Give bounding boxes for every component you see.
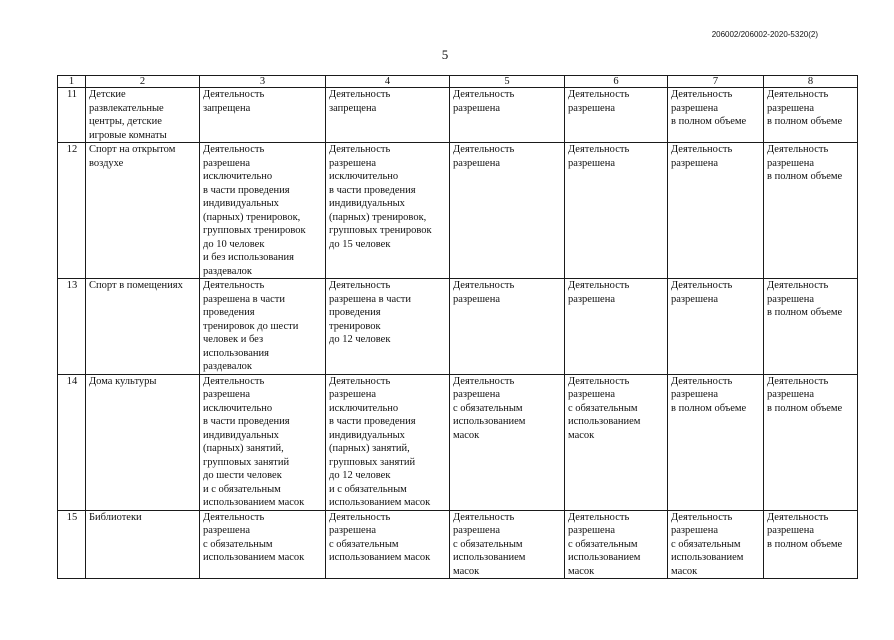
row-number: 13 (58, 279, 86, 375)
cell-text-line: и без использования (203, 252, 294, 263)
cell-text-line: Деятельность (671, 511, 733, 523)
cell-text-line: индивидуальных (203, 429, 279, 441)
cell-text-line: Деятельность (453, 144, 515, 155)
cell-text-line: Деятельность (329, 89, 391, 100)
cell-text-line: Деятельность (203, 144, 265, 155)
cell-text-line: Деятельность (203, 511, 265, 523)
cell-text-line: использования (203, 347, 269, 359)
cell-text-line: групповых тренировок (203, 225, 306, 236)
status-cell (326, 88, 450, 143)
status-cell (668, 88, 764, 143)
cell-text-line: Деятельность (568, 280, 630, 291)
cell-text-line: тренировок до шести (203, 320, 299, 332)
cell-text-line: разрешена (568, 525, 615, 536)
cell-text-line: до 10 человек (203, 238, 265, 250)
cell-text-line: Деятельность (203, 89, 265, 100)
cell-text-line: масок (671, 565, 698, 577)
cell-text-line: игровые комнаты (89, 129, 167, 141)
cell-text-line: групповых занятий (203, 456, 290, 468)
activity-name-cell (86, 510, 200, 579)
cell-text-line: использованием масок (329, 552, 431, 563)
cell-text-line: в полном объеме (767, 307, 843, 318)
cell-text-line: исключительно (329, 171, 399, 182)
cell-text-line: разрешена (671, 102, 718, 114)
cell-text-line: использованием (453, 416, 526, 427)
cell-text-line: Деятельность (767, 144, 829, 155)
cell-text-line: разрешена (568, 102, 615, 114)
column-header: 4 (326, 76, 450, 88)
cell-text-line: Деятельность (568, 144, 630, 155)
cell-text-line: разрешена (329, 525, 376, 536)
activity-name-cell (86, 279, 200, 375)
cell-text-line: исключительно (329, 402, 399, 414)
cell-text-line: до 15 человек (329, 238, 391, 250)
cell-text-line: разрешена (453, 157, 500, 169)
table-row (58, 143, 858, 279)
cell-text-line: Деятельность (203, 375, 265, 387)
cell-text-line: разрешена (767, 157, 814, 169)
activity-name-cell (86, 88, 200, 143)
cell-text-line: разрешена (568, 157, 615, 169)
cell-text-line: разрешена (671, 293, 718, 305)
activity-name-cell (86, 143, 200, 279)
cell-text-line: в полном объеме (767, 402, 843, 414)
cell-text-line: Деятельность (329, 144, 391, 155)
cell-text-line: воздухе (89, 157, 124, 169)
cell-text-line: человек и без (203, 334, 264, 345)
row-number: 11 (58, 88, 86, 143)
document-id: 206002/206002-2020-5320(2) (711, 30, 818, 39)
status-cell (450, 279, 565, 375)
cell-text-line: раздевалок (203, 265, 253, 277)
cell-text-line: разрешена (671, 389, 718, 400)
status-cell (565, 510, 668, 579)
status-cell (200, 88, 326, 143)
column-header: 8 (764, 76, 858, 88)
page-number: 5 (441, 47, 449, 62)
cell-text-line: разрешена (767, 389, 814, 400)
cell-text-line: до шести человек (203, 470, 282, 481)
cell-text-line: в полном объеме (671, 402, 747, 414)
cell-text-line: с обязательным (453, 538, 523, 550)
cell-text-line: Деятельность (767, 511, 829, 523)
status-cell (764, 374, 858, 510)
cell-text-line: (парных) занятий, (329, 443, 410, 454)
cell-text-line: масок (568, 565, 595, 577)
cell-text-line: Деятельность (671, 144, 733, 155)
cell-text-line: индивидуальных (329, 198, 405, 209)
cell-text-line: Деятельность (671, 375, 733, 387)
status-cell (450, 510, 565, 579)
cell-text-line: использованием масок (203, 552, 305, 563)
cell-text-line: Деятельность (453, 89, 515, 100)
cell-text-line: Деятельность (568, 375, 630, 387)
column-header: 7 (668, 76, 764, 88)
cell-text-line: центры, детские (89, 116, 162, 127)
status-cell (764, 510, 858, 579)
cell-text-line: Деятельность (329, 375, 391, 387)
cell-text-line: в части проведения (329, 416, 416, 427)
cell-text-line: групповых занятий (329, 456, 416, 468)
cell-text-line: в полном объеме (767, 116, 843, 127)
cell-text-line: Спорт на открытом (89, 144, 176, 155)
cell-text-line: разрешена (453, 389, 500, 400)
cell-text-line: разрешена (203, 157, 250, 169)
table-row (58, 374, 858, 510)
cell-text-line: запрещена (329, 102, 377, 114)
cell-text-line: Деятельность (453, 511, 515, 523)
header-row (58, 76, 858, 88)
status-cell (764, 88, 858, 143)
cell-text-line: Деятельность (767, 280, 829, 291)
cell-text-line: Библиотеки (89, 511, 142, 523)
cell-text-line: Деятельность (671, 89, 733, 100)
row-number: 14 (58, 374, 86, 510)
cell-text-line: запрещена (203, 102, 251, 114)
cell-text-line: индивидуальных (329, 429, 405, 441)
cell-text-line: использованием (568, 416, 641, 427)
cell-text-line: до 12 человек (329, 470, 391, 481)
cell-text-line: разрешена в части (329, 293, 412, 305)
status-cell (450, 143, 565, 279)
row-number: 15 (58, 510, 86, 579)
cell-text-line: использованием (671, 552, 744, 563)
cell-text-line: с обязательным (568, 538, 638, 550)
cell-text-line: с обязательным (671, 538, 741, 550)
cell-text-line: Детские (89, 89, 126, 100)
cell-text-line: разрешена (568, 389, 615, 400)
status-cell (450, 88, 565, 143)
cell-text-line: Деятельность (453, 375, 515, 387)
status-cell (200, 510, 326, 579)
status-cell (565, 279, 668, 375)
cell-text-line: Спорт в помещениях (89, 280, 183, 291)
cell-text-line: разрешена (767, 102, 814, 114)
regulations-table (57, 75, 858, 579)
cell-text-line: разрешена (329, 389, 376, 400)
row-number: 12 (58, 143, 86, 279)
cell-text-line: (парных) тренировок, (329, 211, 427, 223)
cell-text-line: тренировок (329, 320, 381, 332)
table-row (58, 510, 858, 579)
column-header: 1 (58, 76, 86, 88)
cell-text-line: использованием масок (329, 497, 431, 508)
cell-text-line: разрешена (203, 525, 250, 536)
cell-text-line: в полном объеме (767, 171, 843, 182)
status-cell (565, 374, 668, 510)
cell-text-line: с обязательным (329, 538, 399, 550)
status-cell (668, 143, 764, 279)
status-cell (764, 143, 858, 279)
cell-text-line: использованием (568, 552, 641, 563)
cell-text-line: разрешена в части (203, 293, 286, 305)
cell-text-line: (парных) тренировок, (203, 211, 301, 223)
activity-name-cell (86, 374, 200, 510)
cell-text-line: Деятельность (203, 280, 265, 291)
cell-text-line: Деятельность (453, 280, 515, 291)
cell-text-line: индивидуальных (203, 198, 279, 209)
cell-text-line: Деятельность (767, 89, 829, 100)
cell-text-line: и с обязательным (329, 483, 407, 495)
cell-text-line: (парных) занятий, (203, 443, 284, 454)
column-header: 5 (450, 76, 565, 88)
cell-text-line: Деятельность (671, 280, 733, 291)
column-header: 2 (86, 76, 200, 88)
cell-text-line: исключительно (203, 171, 273, 182)
cell-text-line: в части проведения (329, 184, 416, 196)
cell-text-line: Деятельность (568, 89, 630, 100)
status-cell (565, 88, 668, 143)
cell-text-line: в части проведения (203, 184, 290, 196)
cell-text-line: проведения (203, 307, 255, 318)
cell-text-line: Деятельность (568, 511, 630, 523)
status-cell (565, 143, 668, 279)
cell-text-line: в полном объеме (767, 538, 843, 550)
cell-text-line: с обязательным (453, 402, 523, 414)
status-cell (764, 279, 858, 375)
cell-text-line: разрешена (568, 293, 615, 305)
cell-text-line: использованием масок (203, 497, 305, 508)
column-header: 3 (200, 76, 326, 88)
cell-text-line: масок (453, 429, 480, 441)
column-header: 6 (565, 76, 668, 88)
cell-text-line: разрешена (671, 157, 718, 169)
cell-text-line: в части проведения (203, 416, 290, 427)
status-cell (200, 279, 326, 375)
cell-text-line: разрешена (767, 525, 814, 536)
table-body (58, 76, 858, 579)
cell-text-line: раздевалок (203, 361, 253, 372)
cell-text-line: использованием (453, 552, 526, 563)
cell-text-line: разрешена (767, 293, 814, 305)
cell-text-line: в полном объеме (671, 116, 747, 127)
cell-text-line: групповых тренировок (329, 225, 432, 236)
cell-text-line: развлекательные (89, 102, 164, 114)
cell-text-line: проведения (329, 307, 381, 318)
status-cell (668, 510, 764, 579)
cell-text-line: Дома культуры (89, 375, 157, 387)
cell-text-line: масок (568, 429, 595, 441)
status-cell (326, 374, 450, 510)
status-cell (668, 279, 764, 375)
cell-text-line: Деятельность (329, 280, 391, 291)
cell-text-line: и с обязательным (203, 483, 281, 495)
status-cell (326, 143, 450, 279)
status-cell (326, 510, 450, 579)
cell-text-line: с обязательным (203, 538, 273, 550)
cell-text-line: разрешена (203, 389, 250, 400)
status-cell (326, 279, 450, 375)
cell-text-line: разрешена (671, 525, 718, 536)
cell-text-line: исключительно (203, 402, 273, 414)
table-row (58, 88, 858, 143)
cell-text-line: Деятельность (767, 375, 829, 387)
table-row (58, 279, 858, 375)
status-cell (200, 374, 326, 510)
status-cell (200, 143, 326, 279)
cell-text-line: Деятельность (329, 511, 391, 523)
cell-text-line: разрешена (453, 525, 500, 536)
cell-text-line: масок (453, 565, 480, 577)
cell-text-line: с обязательным (568, 402, 638, 414)
cell-text-line: разрешена (329, 157, 376, 169)
cell-text-line: разрешена (453, 293, 500, 305)
status-cell (668, 374, 764, 510)
cell-text-line: до 12 человек (329, 334, 391, 345)
cell-text-line: разрешена (453, 102, 500, 114)
status-cell (450, 374, 565, 510)
